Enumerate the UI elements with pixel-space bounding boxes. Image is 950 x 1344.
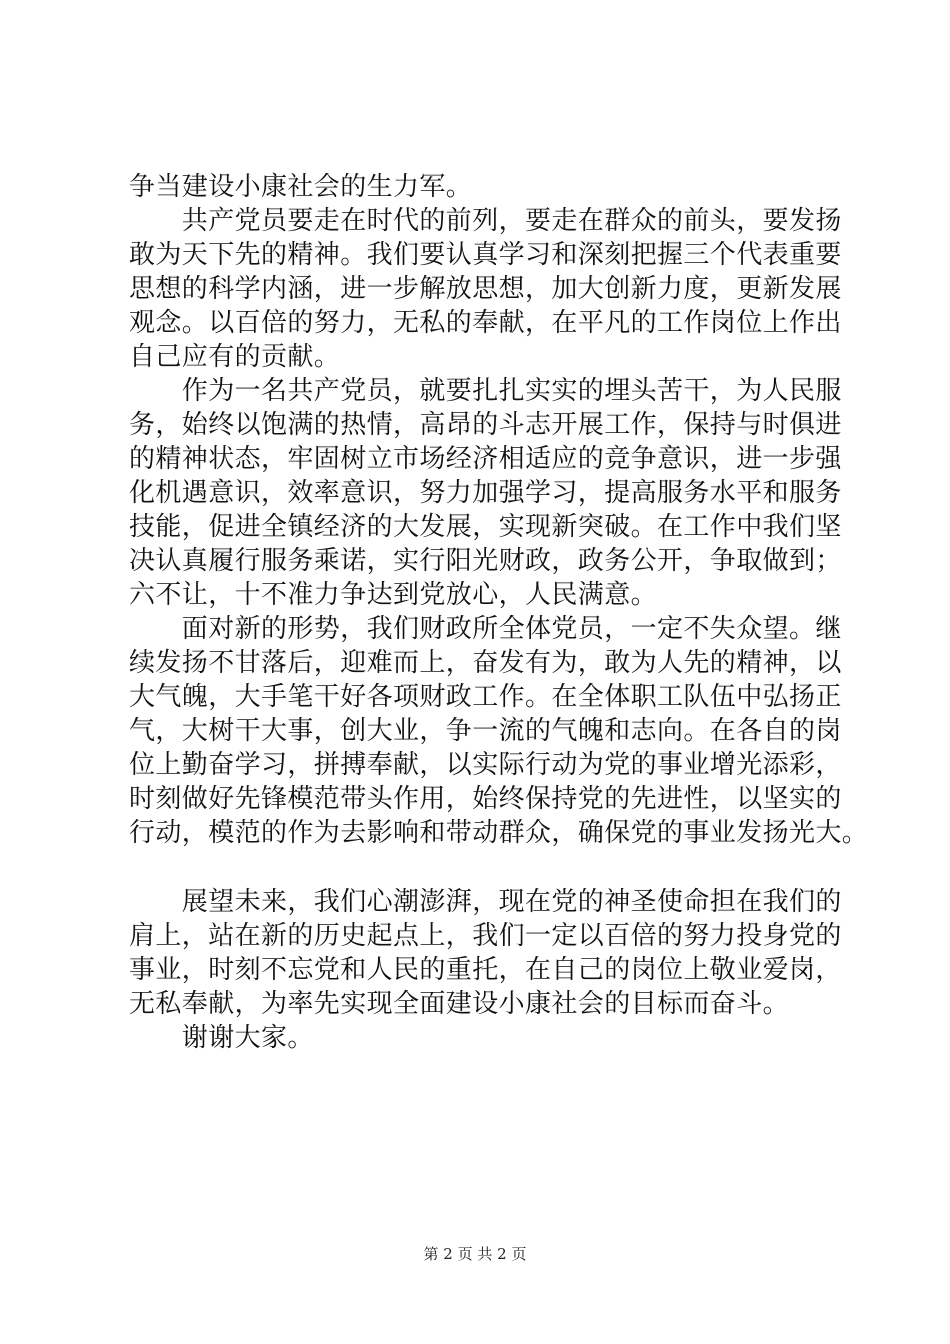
body-text — [129, 170, 869, 1055]
text-line: 化机遇意识，效率意识，努力加强学习，提高服务水平和服务 — [129, 478, 842, 508]
text-line: 时刻做好先锋模范带头作用，始终保持党的先进性，以坚实的 — [129, 784, 842, 814]
text-line: 大气魄，大手笔干好各项财政工作。在全体职工队伍中弘扬正 — [129, 682, 842, 712]
text-line: 的精神状态，牢固树立市场经济相适应的竞争意识，进一步强 — [129, 444, 842, 474]
text-line: 谢谢大家。 — [129, 1023, 314, 1053]
text-line: 气，大树干大事，创大业，争一流的气魄和志向。在各自的岗 — [129, 716, 842, 746]
text-line: 六不让，十不准力争达到党放心，人民满意。 — [129, 580, 658, 610]
text-line: 无私奉献，为率先实现全面建设小康社会的目标而奋斗。 — [129, 989, 790, 1019]
text-line: 事业，时刻不忘党和人民的重托，在自己的岗位上敬业爱岗， — [129, 955, 842, 985]
text-line: 思想的科学内涵，进一步解放思想，加大创新力度，更新发展 — [129, 274, 842, 304]
text-line: 敢为天下先的精神。我们要认真学习和深刻把握三个代表重要 — [129, 240, 842, 270]
text-line: 观念。以百倍的努力，无私的奉献，在平凡的工作岗位上作出 — [129, 308, 842, 338]
text-line: 位上勤奋学习，拼搏奉献，以实际行动为党的事业增光添彩， — [129, 750, 842, 780]
blank-line — [129, 850, 847, 885]
text-line: 争当建设小康社会的生力军。 — [129, 172, 473, 202]
text-line: 技能，促进全镇经济的大发展，实现新突破。在工作中我们坚 — [129, 512, 842, 542]
text-line: 续发扬不甘落后，迎难而上，奋发有为，敢为人先的精神，以 — [129, 648, 842, 678]
text-line: 肩上，站在新的历史起点上，我们一定以百倍的努力投身党的 — [129, 921, 842, 951]
text-line: 务，始终以饱满的热情，高昂的斗志开展工作，保持与时俱进 — [129, 410, 842, 440]
text-line: 作为一名共产党员，就要扎扎实实的埋头苦干，为人民服 — [129, 376, 842, 406]
text-line: 面对新的形势，我们财政所全体党员，一定不失众望。继 — [129, 614, 842, 644]
text-line: 自己应有的贡献。 — [129, 342, 341, 372]
text-line: 展望未来，我们心潮澎湃，现在党的神圣使命担在我们的 — [129, 887, 842, 917]
text-line: 共产党员要走在时代的前列，要走在群众的前头，要发扬 — [129, 206, 842, 236]
text-line: 决认真履行服务乘诺，实行阳光财政，政务公开，争取做到； — [129, 546, 842, 576]
text-line: 行动，模范的作为去影响和带动群众，确保党的事业发扬光大。 — [129, 818, 869, 848]
page-number-footer: 第 2 页 共 2 页 — [423, 1245, 527, 1263]
